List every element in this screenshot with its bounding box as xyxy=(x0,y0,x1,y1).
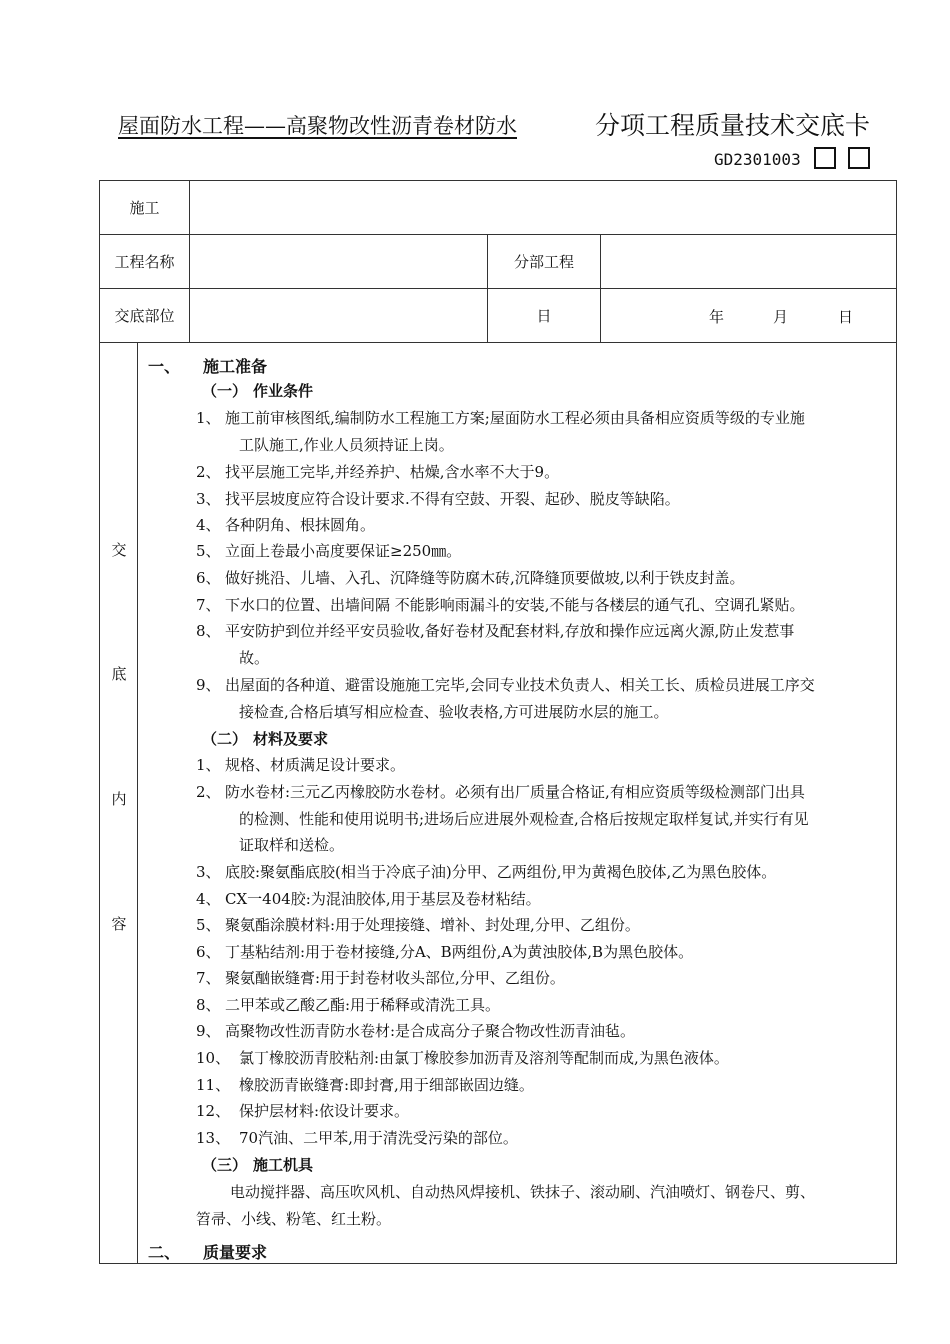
content-label-char-3: 内 xyxy=(111,790,127,808)
section-1-title: 施工准备 xyxy=(203,357,268,376)
section-1-number: 一、 xyxy=(148,357,181,376)
section-2-number: 二、 xyxy=(148,1243,181,1262)
date-year: 年 xyxy=(709,307,725,326)
date-month: 月 xyxy=(773,307,789,326)
document-title xyxy=(0,104,950,144)
content-label-char-2: 底 xyxy=(111,665,127,683)
material-5-text: 聚氨酯涂膜材料:用于处理接缝、增补、封处理,分甲、乙组份。 xyxy=(225,916,640,934)
material-10-text: 氯丁橡胶沥青胶粘剂:由氯丁橡胶参加沥青及溶剂等配制而成,为黑色液体。 xyxy=(239,1049,729,1067)
subsection-3-number: （三） xyxy=(202,1156,248,1174)
condition-3-text: 找平层坡度应符合设计要求.不得有空鼓、开裂、起砂、脱皮等缺陷。 xyxy=(225,490,680,508)
material-8-text: 二甲苯或乙酸乙酯:用于稀释或清洗工具。 xyxy=(225,996,501,1014)
location-label: 交底部位 xyxy=(100,289,190,343)
material-12-number: 12、 xyxy=(196,1102,231,1120)
material-2-number: 2、 xyxy=(196,783,221,801)
material-8-number: 8、 xyxy=(196,996,221,1014)
date-day: 日 xyxy=(838,307,854,326)
material-11-text: 橡胶沥青嵌缝膏:即封膏,用于细部嵌固边缝。 xyxy=(239,1076,534,1094)
material-12-text: 保护层材料:依设计要求。 xyxy=(239,1102,410,1120)
condition-7-text: 下水口的位置、出墙间隔 不能影响雨漏斗的安装,不能与各楼层的通气孔、空调孔紧贴。 xyxy=(225,596,805,614)
material-9-text: 高聚物改性沥青防水卷材:是合成高分子聚合物改性沥青油毡。 xyxy=(225,1022,636,1040)
project-name-field[interactable] xyxy=(190,235,488,289)
condition-9-number: 9、 xyxy=(196,676,221,694)
material-2-cont: 的检测、性能和使用说明书;进场后应进展外观检查,合格后按规定取样复试,并实行有见 xyxy=(239,810,809,828)
document-number: GD2301003 xyxy=(714,150,801,169)
condition-1-cont: 工队施工,作业人员须持证上岗。 xyxy=(239,436,454,454)
material-7-text: 聚氨酗嵌缝膏:用于封卷材收头部位,分甲、乙组份。 xyxy=(225,969,565,987)
title-suffix: 分项工程质量技术交底卡 xyxy=(595,111,871,140)
material-13-number: 13、 xyxy=(196,1129,231,1147)
material-1-text: 规格、材质满足设计要求。 xyxy=(225,756,406,774)
condition-5-text: 立面上卷最小高度要保证≥250㎜。 xyxy=(225,542,462,560)
date-label: 日 xyxy=(488,289,601,343)
condition-8-cont: 故。 xyxy=(239,649,270,667)
checkbox-2[interactable] xyxy=(848,147,870,169)
condition-1-text: 施工前审核图纸,编制防水工程施工方案;屋面防水工程必须由具备相应资质等级的专业施 xyxy=(225,409,805,427)
condition-6-number: 6、 xyxy=(196,569,221,587)
subsection-1-number: （一） xyxy=(202,382,248,400)
condition-6-text: 做好挑沿、儿墙、入孔、沉降缝等防腐木砖,沉降缝顶要做坡,以利于铁皮封盖。 xyxy=(225,569,745,587)
condition-9-cont: 接检查,合格后填写相应检查、验收表格,方可进展防水层的施工。 xyxy=(239,703,669,721)
condition-5-number: 5、 xyxy=(196,542,221,560)
material-4-text: CX一404胶:为混油胶体,用于基层及卷材粘结。 xyxy=(225,890,541,908)
construction-field[interactable] xyxy=(190,181,897,235)
section-2-title: 质量要求 xyxy=(203,1243,268,1262)
material-7-number: 7、 xyxy=(196,969,221,987)
division-label: 分部工程 xyxy=(488,235,601,289)
material-3-text: 底胶:聚氨酯底胶(相当于冷底子油)分甲、乙两组份,甲为黄褐色胶体,乙为黑色胶体。 xyxy=(225,863,777,881)
title-subject: 屋面防水工程——高聚物改性沥青卷材防水 xyxy=(118,114,517,138)
condition-3-number: 3、 xyxy=(196,490,221,508)
condition-9-text: 出屋面的各种道、避雷设施施工完毕,会同专业技术负责人、相关工长、质检员进展工序交 xyxy=(225,676,815,694)
material-6-number: 6、 xyxy=(196,943,221,961)
subsection-2-title: 材料及要求 xyxy=(253,730,329,748)
material-2-text: 防水卷材:三元乙丙橡胶防水卷材。必须有出厂质量合格证,有相应资质等级检测部门出具 xyxy=(225,783,805,801)
date-field[interactable] xyxy=(601,289,897,343)
material-4-number: 4、 xyxy=(196,890,221,908)
content-cell xyxy=(100,343,897,1264)
material-10-number: 10、 xyxy=(196,1049,231,1067)
construction-label: 施工 xyxy=(100,181,190,235)
content-label-char-4: 容 xyxy=(111,915,127,933)
material-13-text: 70汽油、二甲苯,用于清洗受污染的部位。 xyxy=(239,1129,518,1147)
condition-8-text: 平安防护到位并经平安员验收,备好卷材及配套材料,存放和操作应远离火源,防止发惹事 xyxy=(225,622,795,640)
material-3-number: 3、 xyxy=(196,863,221,881)
condition-8-number: 8、 xyxy=(196,622,221,640)
subsection-2-number: （二） xyxy=(202,730,248,748)
tools-line-1: 电动搅拌器、高压吹风机、自动热风焊接机、铁抹子、滚动刷、汽油喷灯、钢卷尺、剪、 xyxy=(230,1183,816,1201)
condition-2-number: 2、 xyxy=(196,463,221,481)
condition-4-text: 各种阴角、根抹圆角。 xyxy=(225,516,376,534)
location-field[interactable] xyxy=(190,289,488,343)
material-9-number: 9、 xyxy=(196,1022,221,1040)
subsection-1-title: 作业条件 xyxy=(253,382,314,400)
checkbox-1[interactable] xyxy=(814,147,836,169)
condition-7-number: 7、 xyxy=(196,596,221,614)
condition-1-number: 1、 xyxy=(196,409,221,427)
tools-line-2: 笤帚、小线、粉笔、红土粉。 xyxy=(196,1210,392,1228)
condition-2-text: 找平层施工完毕,并经养护、枯燥,含水率不大于9。 xyxy=(225,463,560,481)
disclosure-form-table xyxy=(99,180,897,1264)
material-1-number: 1、 xyxy=(196,756,221,774)
material-5-number: 5、 xyxy=(196,916,221,934)
condition-4-number: 4、 xyxy=(196,516,221,534)
subsection-3-title: 施工机具 xyxy=(253,1156,314,1174)
material-6-text: 丁基粘结剂:用于卷材接缝,分A、B两组份,A为黄浊胶体,B为黑色胶体。 xyxy=(225,943,694,961)
material-11-number: 11、 xyxy=(196,1076,231,1094)
content-label-char-1: 交 xyxy=(111,541,127,559)
project-name-label: 工程名称 xyxy=(100,235,190,289)
material-2-cont2: 证取样和送检。 xyxy=(239,836,345,854)
division-field[interactable] xyxy=(601,235,897,289)
